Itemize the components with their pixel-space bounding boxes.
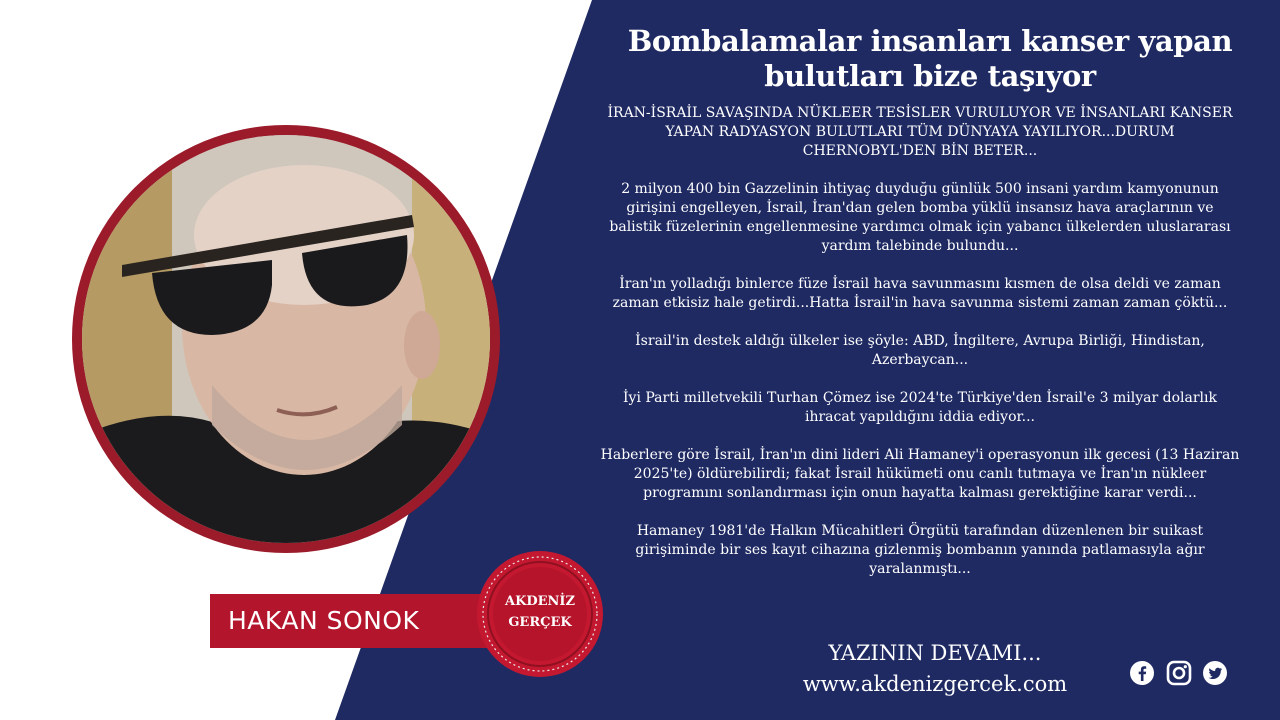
article-paragraph: Hamaney 1981'de Halkın Mücahitleri Örgütü tarafından düzenlenen bir suikast girişiminde bir ses kayıt cihazına gizlenmiş bombanın yanında patlamasıyla ağır yaralanmıştı... — [635, 523, 1205, 577]
facebook-icon[interactable] — [1128, 659, 1156, 687]
twitter-icon[interactable] — [1201, 659, 1229, 687]
author-name-banner — [210, 594, 492, 648]
article-paragraph: İRAN-İSRAİL SAVAŞINDA NÜKLEER TESİSLER VURULUYOR VE İNSANLARI KANSER YAPAN RADYASYON BULUTLARI TÜM DÜNYAYA YAYILIYOR...DURUM CHERNOBYL'DEN BİN BETER... — [607, 105, 1233, 159]
headline-line-1: Bombalamalar insanları kanser yapan — [627, 24, 1233, 58]
headline-line-2: bulutları bize taşıyor — [764, 59, 1096, 93]
seal-line-2: GERÇEK — [508, 615, 572, 630]
article-paragraph: İran'ın yolladığı binlerce füze İsrail hava savunmasını kısmen de olsa deldi ve zaman zaman etkisiz hale getirdi...Hatta İsrail'in hava savunma sistemi zaman zaman çöktü... — [612, 276, 1228, 311]
article-body — [600, 104, 1240, 598]
article-paragraph: İsrail'in destek aldığı ülkeler ise şöyle: ABD, İngiltere, Avrupa Birliği, Hindistan, Azerbaycan... — [635, 333, 1205, 368]
author-name: HAKAN SONOK — [228, 606, 420, 635]
website-url[interactable]: www.akdenizgercek.com — [802, 672, 1068, 696]
read-more-block — [760, 638, 1110, 700]
article-paragraph: 2 milyon 400 bin Gazzelinin ihtiyaç duyduğu günlük 500 insani yardım kamyonunun girişini engelleyen, İsrail, İran'dan gelen bomba yüklü insansız hava araçlarının ve balistik füzelerinin engellenmesine yardımcı olmak için yabancı ülkelerden uluslararası yardım talebinde bulundu... — [609, 181, 1231, 254]
author-photo — [82, 135, 490, 543]
headline — [580, 24, 1280, 94]
article-paragraph: İyi Parti milletvekili Turhan Çömez ise 2024'te Türkiye'den İsrail'e 3 milyar dolarlık ihracat yapıldığını iddia ediyor... — [623, 390, 1217, 425]
read-more-label: YAZININ DEVAMI... — [828, 641, 1042, 665]
seal-text — [475, 591, 605, 633]
article-paragraph: Haberlere göre İsrail, İran'ın dini lideri Ali Hamaney'i operasyonun ilk gecesi (13 Haziran 2025'te) öldürebilirdi; fakat İsrail hükümeti onu canlı tutmaya ve İran'ın nükleer programını sonlandırması için onun hayatta kalması gerektiğine karar verdi... — [600, 447, 1240, 501]
instagram-icon[interactable] — [1165, 659, 1193, 687]
seal-line-1: AKDENİZ — [504, 594, 576, 609]
